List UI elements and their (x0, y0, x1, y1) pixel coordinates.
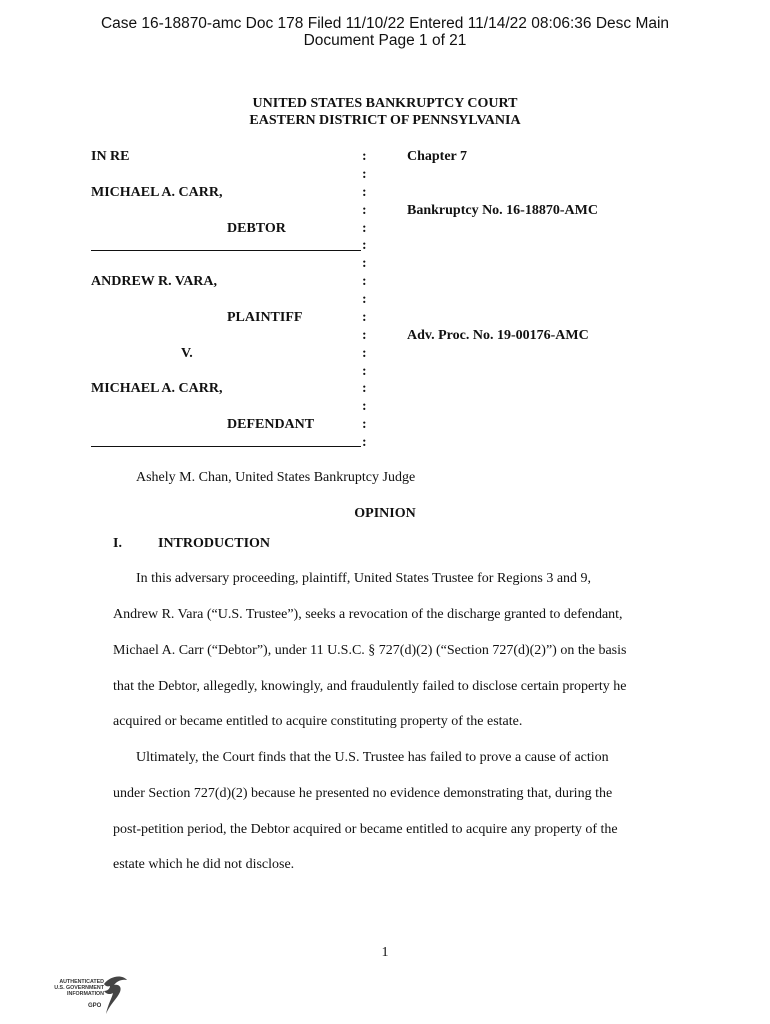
caption-colon: : (362, 328, 367, 343)
paragraph-1-line: In this adversary proceeding, plaintiff, United States Trustee for Regions 3 and 9, (136, 571, 592, 586)
caption-chapter: Chapter 7 (407, 149, 468, 164)
section-title: INTRODUCTION (158, 536, 271, 551)
caption-defendant-label: DEFENDANT (227, 417, 315, 432)
judge-line: Ashely M. Chan, United States Bankruptcy Judge (136, 470, 416, 485)
eagle-icon (100, 974, 130, 1018)
paragraph-1-line: Michael A. Carr (“Debtor”), under 11 U.S.C. § 727(d)(2) (“Section 727(d)(2)”) on the basis (113, 643, 627, 658)
caption-bankruptcy-number: Bankruptcy No. 16-18870-AMC (407, 203, 598, 218)
seal-gpo-text: GPO (88, 1003, 102, 1009)
caption-colon: : (362, 435, 367, 450)
page-number: 1 (381, 945, 389, 960)
paragraph-1-line: acquired or became entitled to acquire constituting property of the estate. (113, 714, 523, 729)
caption-adversary-number: Adv. Proc. No. 19-00176-AMC (407, 328, 589, 343)
seal-text: AUTHENTICATED U.S. GOVERNMENT INFORMATION (54, 979, 104, 997)
caption-colon: : (362, 167, 367, 182)
caption-colon: : (362, 221, 367, 236)
caption-debtor-name: MICHAEL A. CARR, (91, 185, 223, 200)
caption-colon: : (362, 203, 367, 218)
caption-bottom-rule (91, 446, 361, 447)
court-district: EASTERN DISTRICT OF PENNSYLVANIA (249, 113, 521, 128)
filing-header-line-1: Case 16-18870-amc Doc 178 Filed 11/10/22 Entered 11/14/22 08:06:36 Desc Main (100, 15, 670, 32)
caption-colon: : (362, 364, 367, 379)
paragraph-1-line: Andrew R. Vara (“U.S. Trustee”), seeks a revocation of the discharge granted to defendant, (113, 607, 623, 622)
caption-divider-rule (91, 250, 361, 251)
caption-colon: : (362, 256, 367, 271)
caption-colon: : (362, 310, 367, 325)
caption-in-re: IN RE (91, 149, 130, 164)
court-name: UNITED STATES BANKRUPTCY COURT (252, 96, 518, 111)
caption-defendant-name: MICHAEL A. CARR, (91, 381, 223, 396)
caption-colon: : (362, 149, 367, 164)
caption-colon: : (362, 274, 367, 289)
gpo-authentication-seal (42, 974, 132, 1018)
caption-debtor-label: DEBTOR (227, 221, 286, 236)
caption-colon: : (362, 417, 367, 432)
caption-versus: V. (181, 346, 193, 361)
opinion-title: OPINION (354, 506, 416, 521)
section-number: I. (113, 536, 122, 551)
caption-colon: : (362, 399, 367, 414)
caption-colon: : (362, 292, 367, 307)
paragraph-2-line: post-petition period, the Debtor acquired or became entitled to acquire any property of the (113, 822, 618, 837)
caption-colon: : (362, 346, 367, 361)
caption-colon: : (362, 185, 367, 200)
paragraph-2-line: under Section 727(d)(2) because he presented no evidence demonstrating that, during the (113, 786, 613, 801)
filing-header-line-2: Document Page 1 of 21 (303, 32, 467, 49)
paragraph-2-line: estate which he did not disclose. (113, 857, 295, 872)
caption-plaintiff-label: PLAINTIFF (227, 310, 303, 325)
caption-colon: : (362, 238, 367, 253)
caption-plaintiff-name: ANDREW R. VARA, (91, 274, 218, 289)
paragraph-1-line: that the Debtor, allegedly, knowingly, and fraudulently failed to disclose certain property he (113, 679, 627, 694)
paragraph-2-line: Ultimately, the Court finds that the U.S. Trustee has failed to prove a cause of action (136, 750, 609, 765)
caption-colon: : (362, 381, 367, 396)
